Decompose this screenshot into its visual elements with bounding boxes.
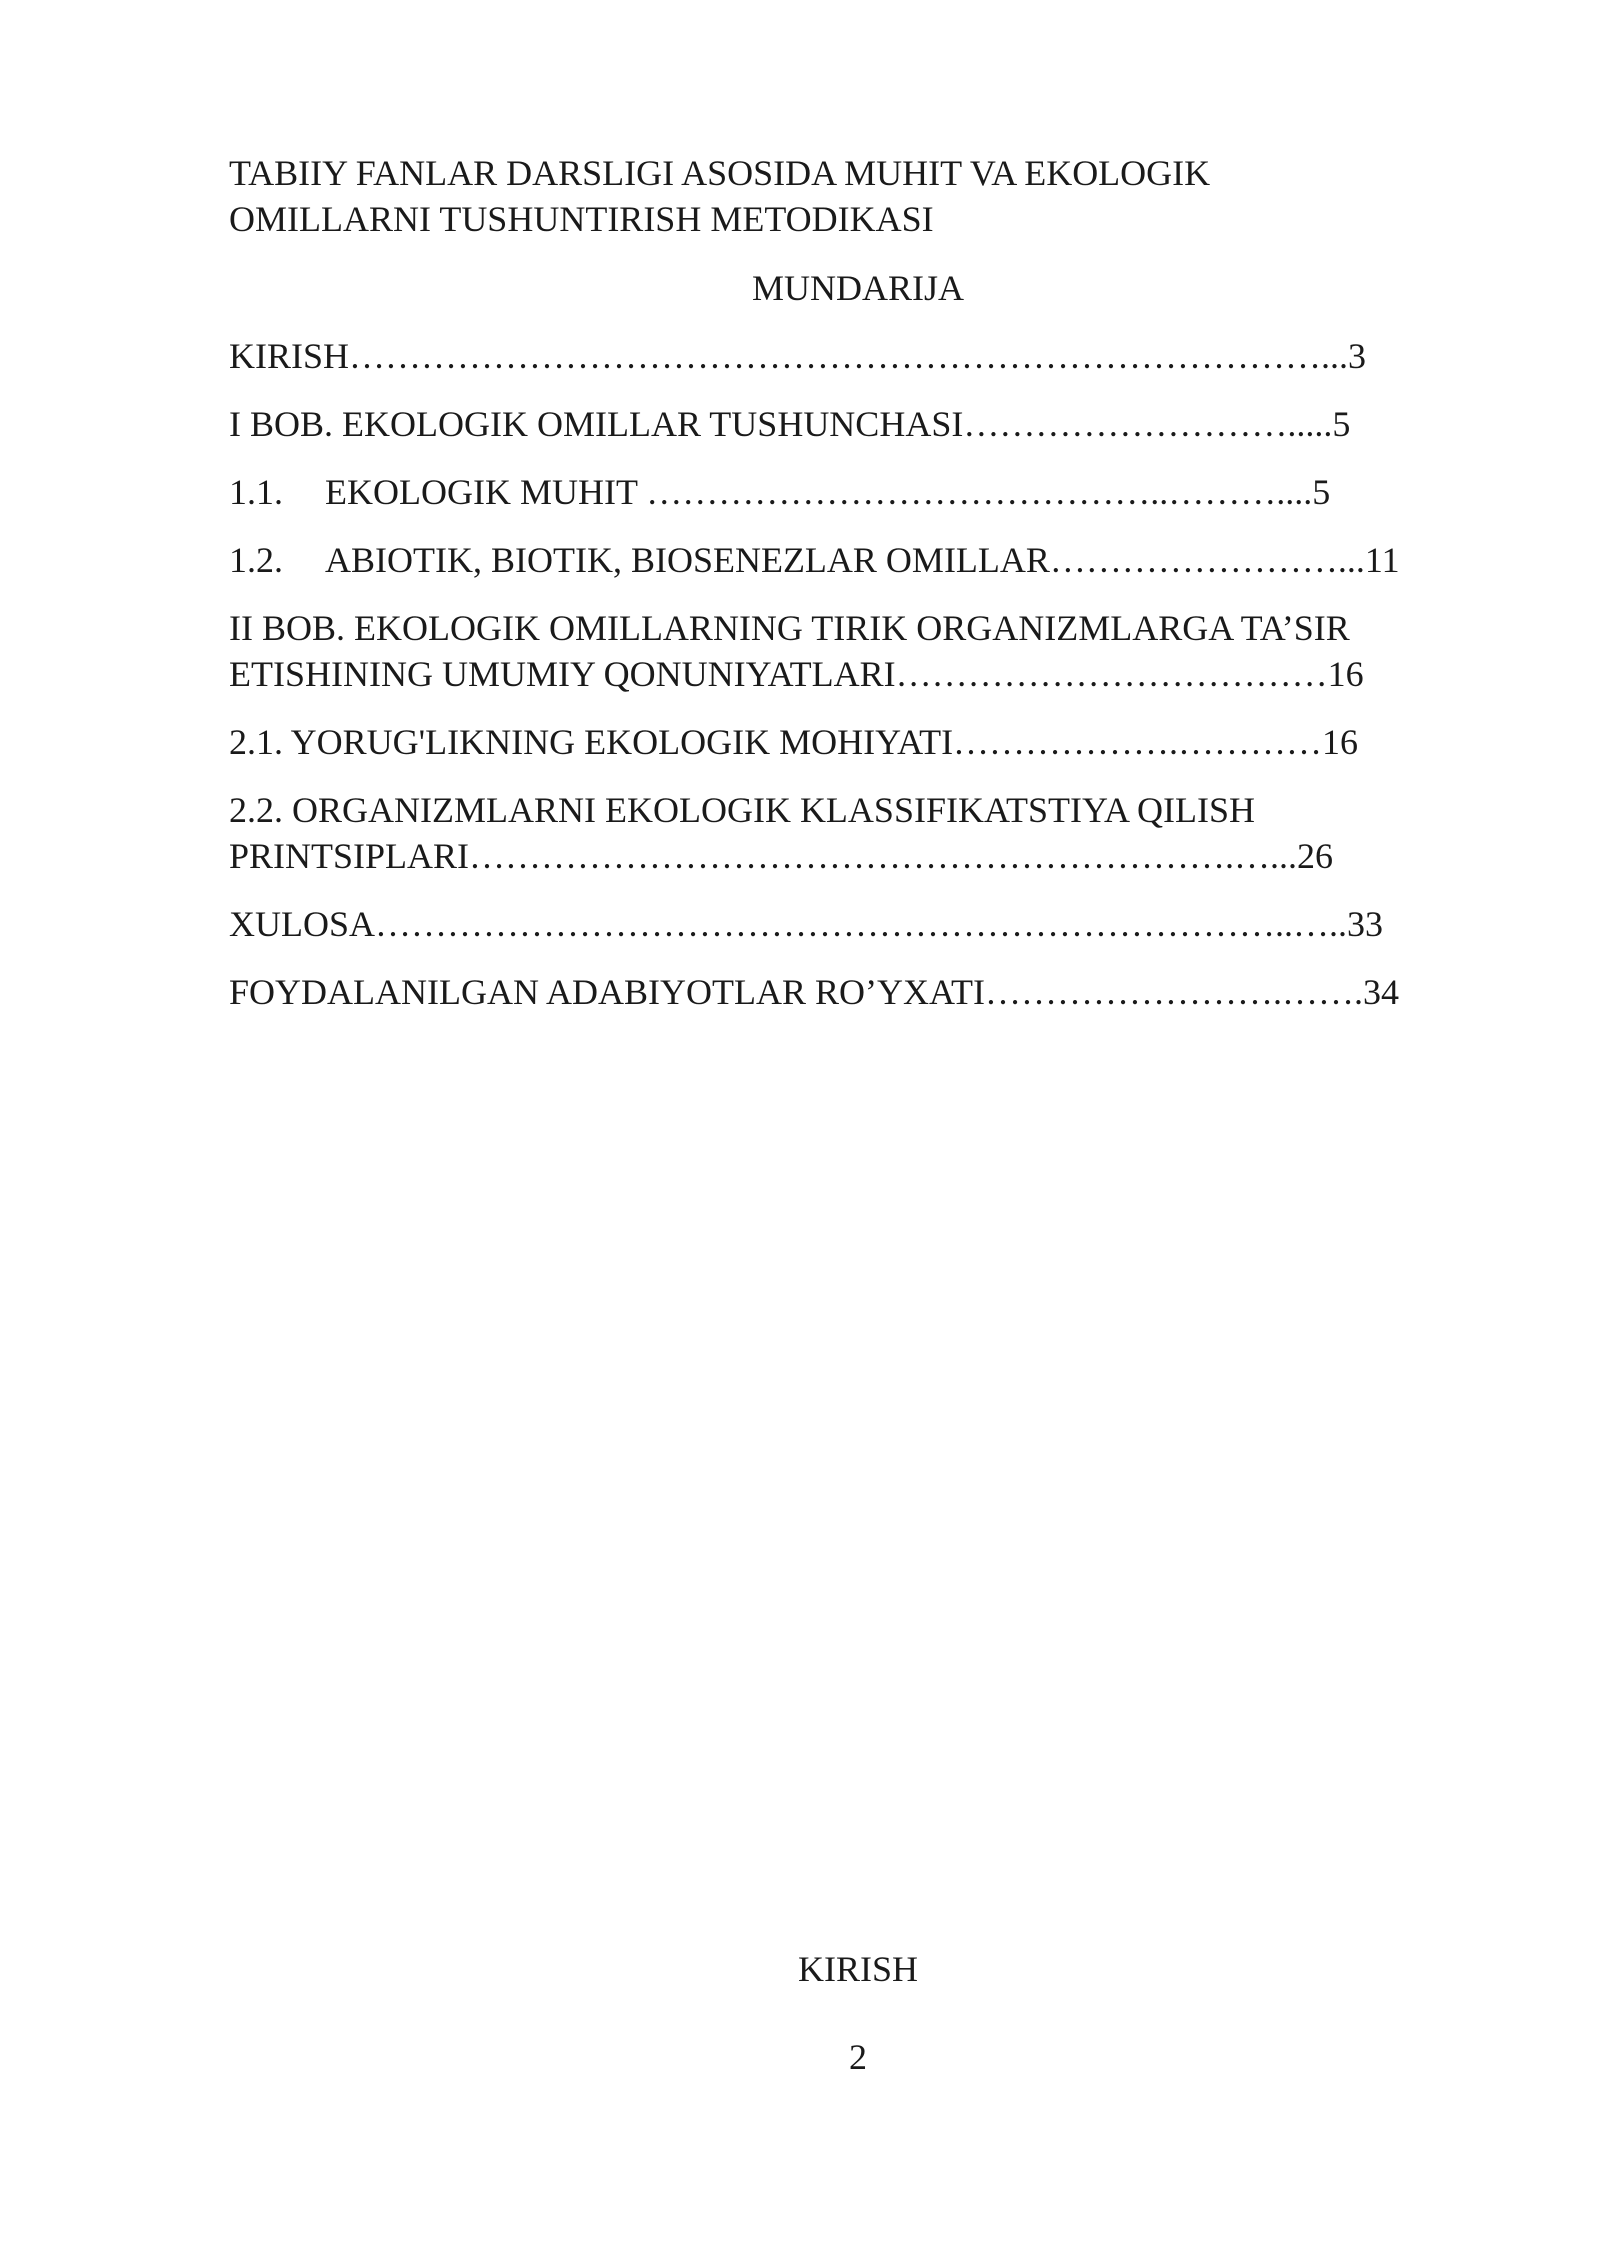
toc-entry-section-1-2: [229, 537, 1400, 583]
toc-entry-chapter-1: [229, 401, 1350, 447]
toc-entry-chapter-2: [229, 605, 1364, 697]
toc-entry-section-1-1: [229, 469, 1330, 515]
toc-heading: MUNDARIJA: [751, 268, 964, 308]
toc-entry-text: FOYDALANILGAN ADABIYOTLAR RO’YXATI…………………….…….34: [229, 972, 1399, 1012]
document-title-line-1: TABIIY FANLAR DARSLIGI ASOSIDA MUHIT VA EKOLOGIK: [229, 153, 1211, 193]
toc-entry-xulosa: [229, 901, 1383, 947]
document-title: [229, 150, 1429, 242]
toc-entry-text: 2.1. YORUG'LIKNING EKOLOGIK MOHIYATI……………….…………16: [229, 722, 1359, 762]
toc-entry-number: 1.1.: [229, 472, 283, 512]
page-number: 2: [849, 2037, 867, 2077]
toc-entry-text: ABIOTIK, BIOTIK, BIOSENEZLAR OMILLAR……………………...11: [325, 540, 1400, 580]
toc-entry-text: EKOLOGIK MUHIT ……………………………………..………....5: [325, 472, 1331, 512]
toc-entry-text: I BOB. EKOLOGIK OMILLAR TUSHUNCHASI……………………….....5: [229, 404, 1351, 444]
toc-entry-text-line-1: II BOB. EKOLOGIK OMILLARNING TIRIK ORGANIZMLARGA TA’SIR: [229, 608, 1350, 648]
toc-entry-text-line-1: 2.2. ORGANIZMLARNI EKOLOGIK KLASSIFIKATSTIYA QILISH: [229, 790, 1255, 830]
document-title-line-2: OMILLARNI TUSHUNTIRISH METODIKASI: [229, 199, 934, 239]
section-heading-kirish: KIRISH: [797, 1949, 918, 1989]
toc-entry-section-2-1: [229, 719, 1358, 765]
toc-entry-kirish: [229, 333, 1366, 379]
toc-entry-text: KIRISH………………………………………………………………………...3: [229, 336, 1367, 376]
toc-entry-section-2-2: [229, 787, 1333, 879]
toc-entry-text: XULOSA…………………………………………………………………..…..33: [229, 904, 1384, 944]
toc-entry-number: 1.2.: [229, 540, 283, 580]
toc-entry-text-line-2: PRINTSIPLARI……………………………………………………….…...26: [229, 836, 1334, 876]
toc-entry-references: [229, 969, 1399, 1015]
toc-entry-text-line-2: ETISHINING UMUMIY QONUNIYATLARI………………………………16: [229, 654, 1364, 694]
